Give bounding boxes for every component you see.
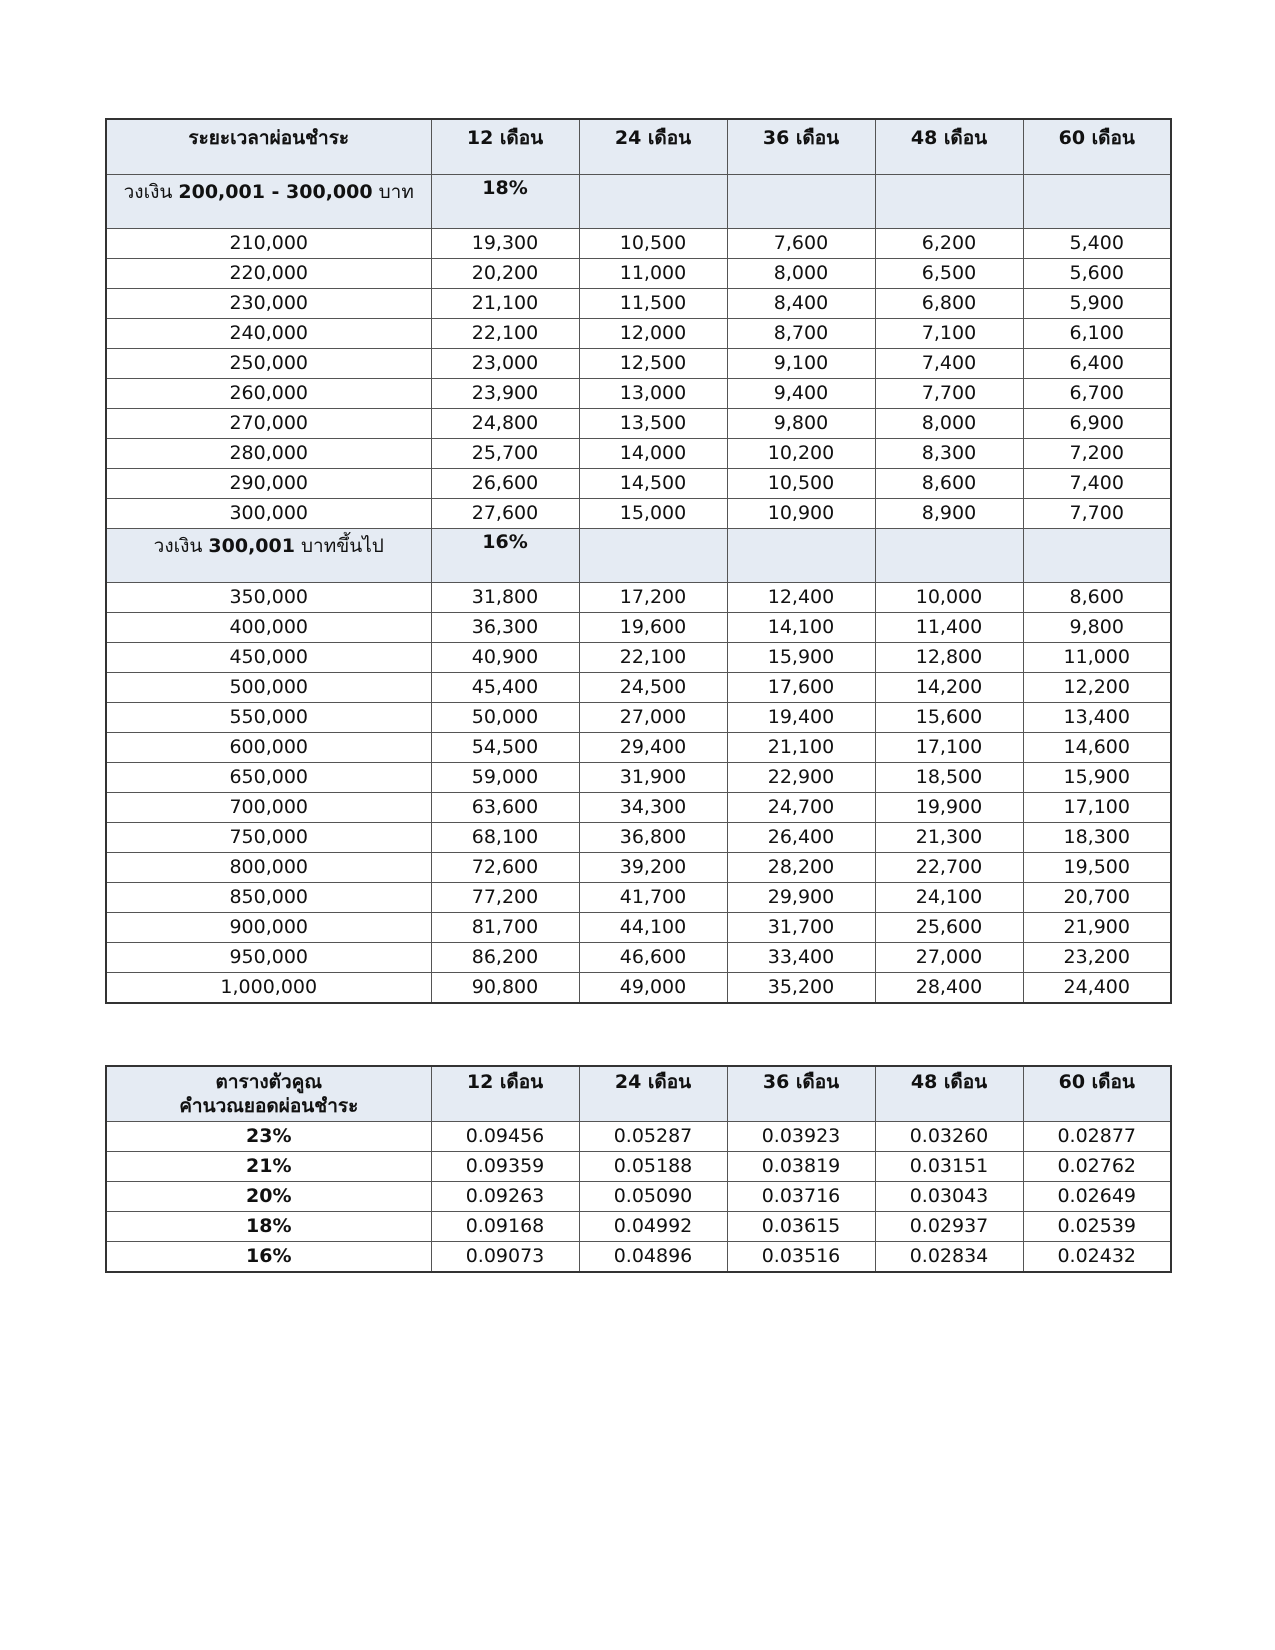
payment-cell: 17,600	[727, 673, 875, 703]
payment-cell: 6,200	[875, 229, 1023, 259]
multiplier-row	[106, 1122, 1171, 1152]
payment-cell: 36,300	[431, 613, 579, 643]
loan-amount-cell: 850,000	[106, 883, 431, 913]
payment-cell: 22,100	[431, 319, 579, 349]
empty-cell	[579, 529, 727, 583]
payment-cell: 28,400	[875, 973, 1023, 1004]
loan-amount-cell: 900,000	[106, 913, 431, 943]
multiplier-cell: 0.04992	[579, 1212, 727, 1242]
multiplier-cell: 0.03819	[727, 1152, 875, 1182]
table-row	[106, 259, 1171, 289]
multiplier-row	[106, 1152, 1171, 1182]
multiplier-row	[106, 1182, 1171, 1212]
group-label-amount: 200,001 - 300,000	[178, 181, 373, 203]
payment-cell: 21,100	[431, 289, 579, 319]
payment-cell: 7,700	[1023, 499, 1171, 529]
loan-amount-cell: 240,000	[106, 319, 431, 349]
payment-cell: 13,500	[579, 409, 727, 439]
payment-cell: 9,400	[727, 379, 875, 409]
payment-cell: 81,700	[431, 913, 579, 943]
payment-cell: 20,200	[431, 259, 579, 289]
payment-cell: 5,900	[1023, 289, 1171, 319]
payment-cell: 15,900	[727, 643, 875, 673]
table-row	[106, 733, 1171, 763]
group-rate: 16%	[431, 529, 579, 583]
multiplier-cell: 0.02649	[1023, 1182, 1171, 1212]
payment-cell: 12,800	[875, 643, 1023, 673]
payment-cell: 6,500	[875, 259, 1023, 289]
loan-amount-cell: 450,000	[106, 643, 431, 673]
payment-cell: 22,700	[875, 853, 1023, 883]
payment-cell: 39,200	[579, 853, 727, 883]
header-term: 36 เดือน	[727, 119, 875, 175]
loan-amount-cell: 950,000	[106, 943, 431, 973]
table-row	[106, 913, 1171, 943]
payment-cell: 29,400	[579, 733, 727, 763]
loan-amount-cell: 650,000	[106, 763, 431, 793]
payment-cell: 23,900	[431, 379, 579, 409]
interest-rate-cell: 23%	[106, 1122, 431, 1152]
payment-cell: 35,200	[727, 973, 875, 1004]
payment-cell: 31,800	[431, 583, 579, 613]
payment-cell: 9,100	[727, 349, 875, 379]
group-label	[106, 175, 431, 229]
multiplier-cell: 0.02432	[1023, 1242, 1171, 1273]
multiplier-cell: 0.02539	[1023, 1212, 1171, 1242]
payment-cell: 72,600	[431, 853, 579, 883]
payment-cell: 6,900	[1023, 409, 1171, 439]
payment-cell: 28,200	[727, 853, 875, 883]
group-label-prefix: วงเงิน	[123, 181, 179, 203]
payment-cell: 46,600	[579, 943, 727, 973]
payment-cell: 63,600	[431, 793, 579, 823]
group-header-row	[106, 529, 1171, 583]
group-header-row	[106, 175, 1171, 229]
payment-cell: 24,700	[727, 793, 875, 823]
multiplier-title-line1: ตารางตัวคูณ	[215, 1071, 322, 1093]
header-label: ระยะเวลาผ่อนชำระ	[106, 119, 431, 175]
payment-cell: 22,900	[727, 763, 875, 793]
table-row	[106, 763, 1171, 793]
multiplier-cell: 0.05090	[579, 1182, 727, 1212]
header-term: 24 เดือน	[579, 1066, 727, 1122]
payment-cell: 13,000	[579, 379, 727, 409]
payment-cell: 14,500	[579, 469, 727, 499]
empty-cell	[579, 175, 727, 229]
payment-cell: 6,400	[1023, 349, 1171, 379]
payment-cell: 19,600	[579, 613, 727, 643]
interest-rate-cell: 20%	[106, 1182, 431, 1212]
payment-cell: 20,700	[1023, 883, 1171, 913]
payment-cell: 7,600	[727, 229, 875, 259]
payment-cell: 10,200	[727, 439, 875, 469]
payment-cell: 14,000	[579, 439, 727, 469]
payment-cell: 21,900	[1023, 913, 1171, 943]
table-row	[106, 583, 1171, 613]
loan-amount-cell: 500,000	[106, 673, 431, 703]
loan-amount-cell: 220,000	[106, 259, 431, 289]
payment-cell: 14,600	[1023, 733, 1171, 763]
interest-rate-cell: 21%	[106, 1152, 431, 1182]
header-term: 12 เดือน	[431, 119, 579, 175]
table-row	[106, 379, 1171, 409]
table-row	[106, 289, 1171, 319]
payment-cell: 77,200	[431, 883, 579, 913]
payment-cell: 12,500	[579, 349, 727, 379]
payment-cell: 21,100	[727, 733, 875, 763]
multiplier-title-line2: คำนวณยอดผ่อนชำระ	[179, 1095, 359, 1117]
payment-cell: 24,500	[579, 673, 727, 703]
payment-cell: 23,000	[431, 349, 579, 379]
interest-rate-cell: 16%	[106, 1242, 431, 1273]
multiplier-cell: 0.03043	[875, 1182, 1023, 1212]
payment-cell: 14,100	[727, 613, 875, 643]
payment-cell: 24,100	[875, 883, 1023, 913]
group-label-suffix: บาทขึ้นไป	[294, 535, 384, 557]
loan-amount-cell: 1,000,000	[106, 973, 431, 1004]
payment-cell: 27,000	[579, 703, 727, 733]
group-label-amount: 300,001	[208, 535, 295, 557]
loan-amount-cell: 230,000	[106, 289, 431, 319]
multiplier-cell: 0.02762	[1023, 1152, 1171, 1182]
table-row	[106, 793, 1171, 823]
payment-cell: 90,800	[431, 973, 579, 1004]
loan-amount-cell: 750,000	[106, 823, 431, 853]
group-label-suffix: บาท	[372, 181, 414, 203]
payment-cell: 8,600	[875, 469, 1023, 499]
loan-amount-cell: 350,000	[106, 583, 431, 613]
table-row	[106, 409, 1171, 439]
payment-cell: 27,600	[431, 499, 579, 529]
multiplier-table	[105, 1065, 1172, 1273]
payment-cell: 11,000	[1023, 643, 1171, 673]
payment-cell: 15,900	[1023, 763, 1171, 793]
payment-cell: 5,600	[1023, 259, 1171, 289]
header-term: 36 เดือน	[727, 1066, 875, 1122]
loan-amount-cell: 300,000	[106, 499, 431, 529]
empty-cell	[875, 529, 1023, 583]
payment-cell: 19,500	[1023, 853, 1171, 883]
loan-amount-cell: 600,000	[106, 733, 431, 763]
payment-cell: 31,900	[579, 763, 727, 793]
payment-cell: 13,400	[1023, 703, 1171, 733]
payment-cell: 19,400	[727, 703, 875, 733]
payment-cell: 10,500	[579, 229, 727, 259]
table-row	[106, 853, 1171, 883]
payment-cell: 10,900	[727, 499, 875, 529]
payment-cell: 49,000	[579, 973, 727, 1004]
multiplier-cell: 0.03516	[727, 1242, 875, 1273]
loan-amount-cell: 700,000	[106, 793, 431, 823]
table-row	[106, 673, 1171, 703]
table-row	[106, 229, 1171, 259]
table-row	[106, 439, 1171, 469]
payment-cell: 34,300	[579, 793, 727, 823]
multiplier-cell: 0.03716	[727, 1182, 875, 1212]
payment-cell: 59,000	[431, 763, 579, 793]
payment-cell: 6,800	[875, 289, 1023, 319]
multiplier-cell: 0.09359	[431, 1152, 579, 1182]
multiplier-row	[106, 1212, 1171, 1242]
multiplier-cell: 0.02877	[1023, 1122, 1171, 1152]
payment-cell: 6,100	[1023, 319, 1171, 349]
table-row	[106, 703, 1171, 733]
payment-cell: 11,400	[875, 613, 1023, 643]
payment-cell: 27,000	[875, 943, 1023, 973]
loan-amount-cell: 550,000	[106, 703, 431, 733]
multiplier-cell: 0.03260	[875, 1122, 1023, 1152]
payment-cell: 8,300	[875, 439, 1023, 469]
payment-cell: 11,000	[579, 259, 727, 289]
loan-amount-cell: 800,000	[106, 853, 431, 883]
payment-cell: 31,700	[727, 913, 875, 943]
table-row	[106, 613, 1171, 643]
header-term: 60 เดือน	[1023, 119, 1171, 175]
payment-cell: 5,400	[1023, 229, 1171, 259]
empty-cell	[727, 529, 875, 583]
table-row	[106, 823, 1171, 853]
payment-cell: 44,100	[579, 913, 727, 943]
multiplier-cell: 0.03923	[727, 1122, 875, 1152]
multiplier-cell: 0.05188	[579, 1152, 727, 1182]
multiplier-cell: 0.09168	[431, 1212, 579, 1242]
payment-cell: 9,800	[1023, 613, 1171, 643]
loan-amount-cell: 250,000	[106, 349, 431, 379]
payment-cell: 33,400	[727, 943, 875, 973]
multiplier-cell: 0.02937	[875, 1212, 1023, 1242]
header-term: 48 เดือน	[875, 1066, 1023, 1122]
payment-cell: 17,100	[1023, 793, 1171, 823]
interest-rate-cell: 18%	[106, 1212, 431, 1242]
payment-cell: 12,400	[727, 583, 875, 613]
table-row	[106, 973, 1171, 1004]
loan-amount-cell: 280,000	[106, 439, 431, 469]
payment-cell: 23,200	[1023, 943, 1171, 973]
header-term: 48 เดือน	[875, 119, 1023, 175]
table-row	[106, 319, 1171, 349]
header-term: 24 เดือน	[579, 119, 727, 175]
payment-cell: 86,200	[431, 943, 579, 973]
loan-amount-cell: 210,000	[106, 229, 431, 259]
payment-cell: 15,600	[875, 703, 1023, 733]
payment-cell: 26,600	[431, 469, 579, 499]
multiplier-cell: 0.03615	[727, 1212, 875, 1242]
multiplier-cell: 0.02834	[875, 1242, 1023, 1273]
table-row	[106, 943, 1171, 973]
header-term: 60 เดือน	[1023, 1066, 1171, 1122]
multiplier-header-row	[106, 1066, 1171, 1122]
payment-cell: 54,500	[431, 733, 579, 763]
loan-amount-cell: 270,000	[106, 409, 431, 439]
table-row	[106, 499, 1171, 529]
payment-cell: 17,200	[579, 583, 727, 613]
empty-cell	[875, 175, 1023, 229]
payment-cell: 6,700	[1023, 379, 1171, 409]
payment-cell: 7,700	[875, 379, 1023, 409]
payment-cell: 25,700	[431, 439, 579, 469]
empty-cell	[1023, 529, 1171, 583]
payment-cell: 40,900	[431, 643, 579, 673]
multiplier-cell: 0.03151	[875, 1152, 1023, 1182]
payment-cell: 7,400	[1023, 469, 1171, 499]
payment-cell: 18,500	[875, 763, 1023, 793]
payment-cell: 24,800	[431, 409, 579, 439]
payment-cell: 8,600	[1023, 583, 1171, 613]
multiplier-cell: 0.05287	[579, 1122, 727, 1152]
payment-cell: 9,800	[727, 409, 875, 439]
payment-cell: 14,200	[875, 673, 1023, 703]
payment-cell: 10,500	[727, 469, 875, 499]
payment-cell: 24,400	[1023, 973, 1171, 1004]
payment-cell: 12,200	[1023, 673, 1171, 703]
empty-cell	[1023, 175, 1171, 229]
table-row	[106, 349, 1171, 379]
payment-cell: 41,700	[579, 883, 727, 913]
payment-cell: 18,300	[1023, 823, 1171, 853]
payment-cell: 22,100	[579, 643, 727, 673]
payment-cell: 8,000	[727, 259, 875, 289]
payment-cell: 17,100	[875, 733, 1023, 763]
header-row	[106, 119, 1171, 175]
payment-cell: 19,300	[431, 229, 579, 259]
payment-cell: 19,900	[875, 793, 1023, 823]
payment-cell: 8,400	[727, 289, 875, 319]
payment-cell: 8,000	[875, 409, 1023, 439]
payment-cell: 45,400	[431, 673, 579, 703]
payment-cell: 10,000	[875, 583, 1023, 613]
payment-cell: 25,600	[875, 913, 1023, 943]
payment-cell: 15,000	[579, 499, 727, 529]
installment-table	[105, 118, 1172, 1004]
payment-cell: 11,500	[579, 289, 727, 319]
payment-cell: 21,300	[875, 823, 1023, 853]
payment-cell: 50,000	[431, 703, 579, 733]
multiplier-cell: 0.09456	[431, 1122, 579, 1152]
header-term: 12 เดือน	[431, 1066, 579, 1122]
payment-cell: 8,700	[727, 319, 875, 349]
multiplier-row	[106, 1242, 1171, 1273]
table-row	[106, 643, 1171, 673]
multiplier-cell: 0.09073	[431, 1242, 579, 1273]
empty-cell	[727, 175, 875, 229]
group-label	[106, 529, 431, 583]
group-rate: 18%	[431, 175, 579, 229]
payment-cell: 12,000	[579, 319, 727, 349]
payment-cell: 8,900	[875, 499, 1023, 529]
payment-cell: 7,200	[1023, 439, 1171, 469]
multiplier-header-label	[106, 1066, 431, 1122]
payment-cell: 7,100	[875, 319, 1023, 349]
multiplier-cell: 0.09263	[431, 1182, 579, 1212]
group-label-prefix: วงเงิน	[153, 535, 209, 557]
loan-amount-cell: 260,000	[106, 379, 431, 409]
multiplier-cell: 0.04896	[579, 1242, 727, 1273]
payment-cell: 29,900	[727, 883, 875, 913]
payment-cell: 36,800	[579, 823, 727, 853]
payment-cell: 26,400	[727, 823, 875, 853]
table-row	[106, 883, 1171, 913]
payment-cell: 68,100	[431, 823, 579, 853]
loan-amount-cell: 400,000	[106, 613, 431, 643]
payment-cell: 7,400	[875, 349, 1023, 379]
table-row	[106, 469, 1171, 499]
loan-amount-cell: 290,000	[106, 469, 431, 499]
